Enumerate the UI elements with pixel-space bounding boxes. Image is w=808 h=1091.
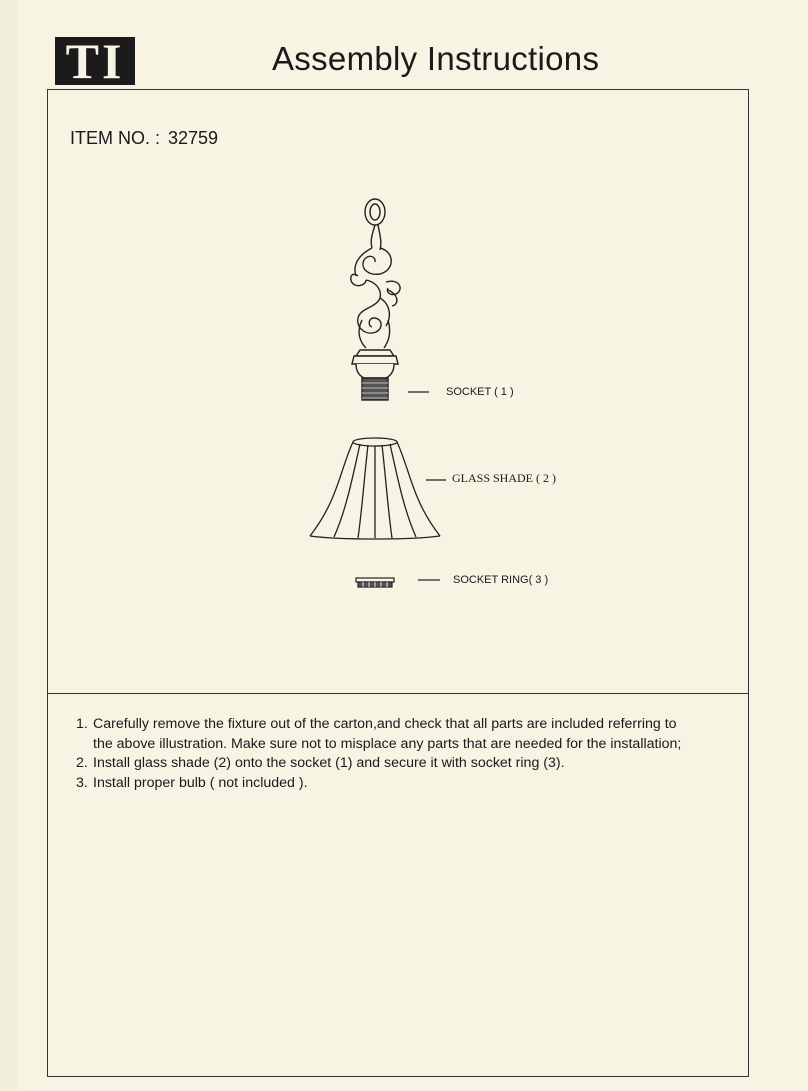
step-number: 2. — [76, 755, 88, 771]
step-text-line: Install proper bulb ( not included ). — [93, 774, 308, 791]
step-text-line: Carefully remove the fixture out of the carton,and check that all parts are included referring to — [93, 716, 677, 732]
step-text-line: Install glass shade (2) onto the socket (1) and secure it with socket ring (3). — [93, 755, 565, 771]
socket-ring-icon — [356, 578, 394, 587]
step-number: 3. — [76, 774, 88, 791]
page-edge — [0, 0, 18, 1091]
socket-ring-label: SOCKET RING( 3 ) — [453, 574, 549, 586]
step-3 — [72, 774, 742, 794]
brand-logo: TI — [55, 37, 135, 85]
page-title: Assembly Instructions — [272, 40, 600, 77]
item-number — [70, 128, 218, 149]
step-2 — [72, 754, 742, 774]
step-1 — [72, 715, 742, 754]
item-number-label: ITEM NO. : — [70, 128, 160, 148]
parts-illustration — [300, 190, 600, 610]
glass-shade-icon — [310, 438, 440, 539]
socket-label: SOCKET ( 1 ) — [446, 386, 514, 398]
socket-icon — [351, 199, 400, 400]
instruction-steps — [72, 715, 742, 793]
glass-shade-label: GLASS SHADE ( 2 ) — [452, 471, 557, 485]
step-number: 1. — [76, 716, 88, 732]
section-divider — [47, 693, 749, 694]
item-number-value: 32759 — [168, 128, 219, 148]
step-text-line: the above illustration. Make sure not to misplace any parts that are needed for the installation; — [93, 735, 682, 752]
